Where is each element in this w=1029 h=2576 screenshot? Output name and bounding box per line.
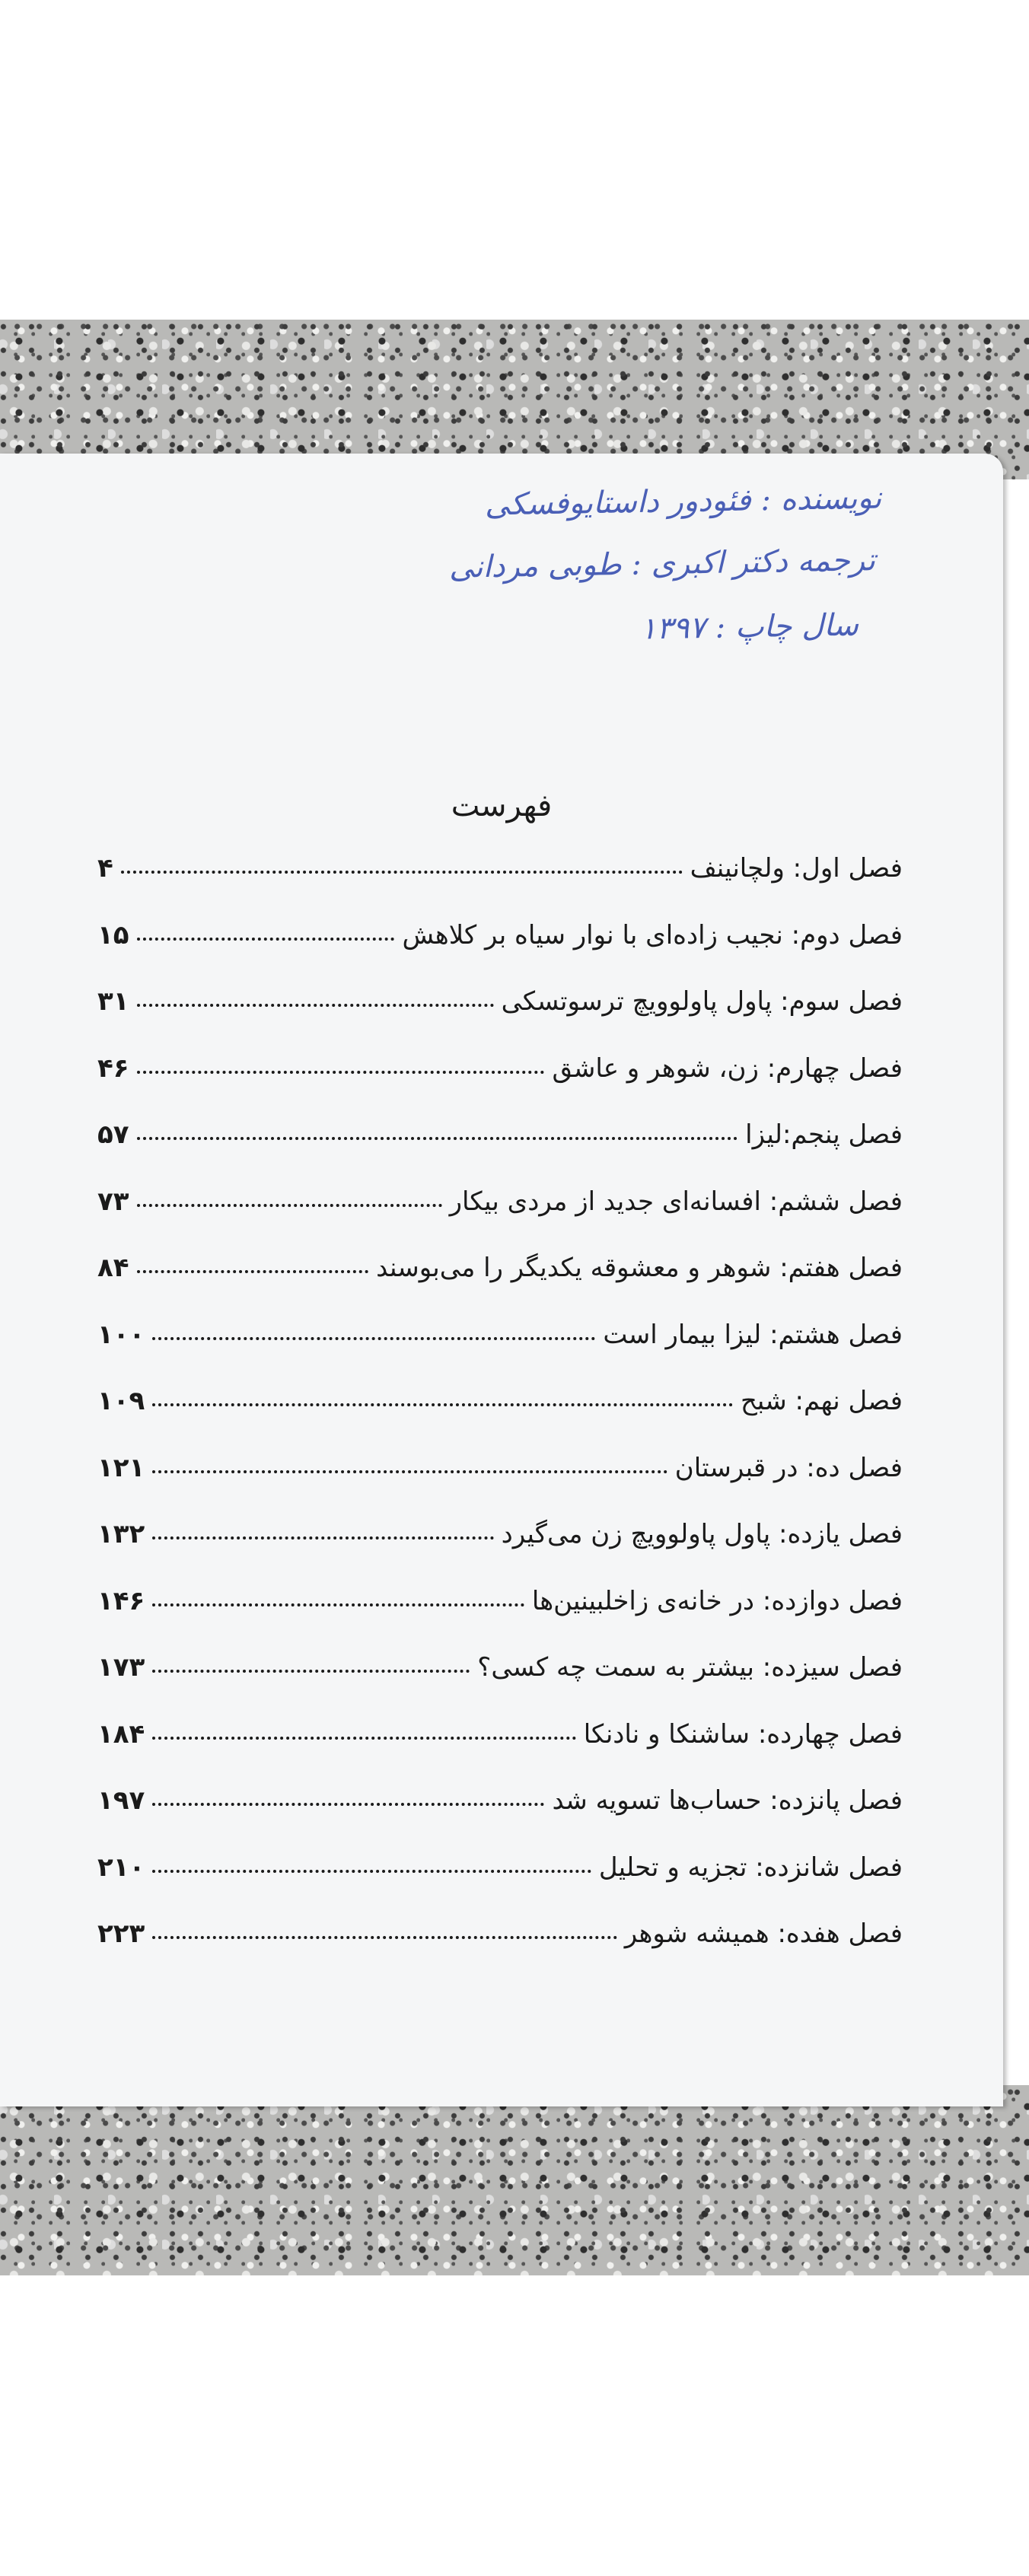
toc-entry-page: ۱۲۱ xyxy=(97,1452,145,1483)
toc-entry-title: فصل پنجم:لیزا xyxy=(745,1119,903,1150)
toc-entry-page: ۲۲۳ xyxy=(97,1918,145,1949)
toc-entry-page: ۸۴ xyxy=(97,1253,129,1283)
dot-leader xyxy=(152,1403,733,1406)
book-page xyxy=(0,454,1003,2106)
toc-entry-title: فصل چهارم: زن، شوهر و عاشق xyxy=(552,1052,903,1084)
table-of-contents xyxy=(97,853,903,1985)
toc-entry xyxy=(97,1119,903,1186)
dot-leader xyxy=(152,1536,493,1540)
toc-entry xyxy=(97,1186,903,1253)
toc-entry xyxy=(97,1053,903,1120)
dot-leader xyxy=(152,1737,575,1740)
dot-leader xyxy=(152,1470,667,1473)
dot-leader xyxy=(137,1204,442,1207)
handwritten-author-note: نویسنده : فئودور داستایوفسکی xyxy=(484,480,882,523)
handwritten-translator-note: ترجمه دکتر اکبری : طوبی مردانی xyxy=(448,543,876,585)
toc-entry xyxy=(97,1852,903,1919)
toc-entry-title: فصل هفتم: شوهر و معشوقه یکدیگر را می‌بوسند xyxy=(376,1253,903,1283)
toc-entry-title: فصل سیزده: بیشتر به سمت چه کسی؟ xyxy=(477,1652,903,1683)
toc-entry-title: فصل هفده: همیشه شوهر xyxy=(624,1918,903,1949)
dot-leader xyxy=(137,938,395,941)
toc-entry xyxy=(97,1586,903,1653)
dot-leader xyxy=(152,1603,524,1606)
handwritten-year-note: سال چاپ : ۱۳۹۷ xyxy=(639,607,859,647)
toc-entry-title: فصل شانزده: تجزیه و تحلیل xyxy=(598,1852,903,1883)
toc-entry-title: فصل یازده: پاول پاولوویچ زن می‌گیرد xyxy=(501,1519,903,1549)
toc-entry xyxy=(97,986,903,1053)
toc-entry-page: ۳۱ xyxy=(97,986,129,1017)
toc-entry xyxy=(97,1519,903,1586)
toc-entry-page: ۴ xyxy=(97,853,113,884)
toc-entry-page: ۴۶ xyxy=(97,1052,129,1084)
toc-entry-title: فصل هشتم: لیزا بیمار است xyxy=(603,1319,903,1350)
dot-leader xyxy=(137,1004,494,1007)
toc-entry-page: ۱۷۳ xyxy=(97,1652,145,1683)
toc-entry-title: فصل نهم: شبح xyxy=(740,1386,903,1416)
dot-leader xyxy=(137,1137,738,1140)
toc-entry xyxy=(97,1719,903,1786)
toc-entry-page: ۱۹۷ xyxy=(97,1785,145,1816)
toc-entry-page: ۱۳۲ xyxy=(97,1519,145,1549)
toc-entry-title: فصل دوازده: در خانه‌ی زاخلبینین‌ها xyxy=(531,1585,903,1616)
toc-entry-title: فصل پانزده: حساب‌ها تسویه شد xyxy=(552,1785,903,1816)
toc-entry xyxy=(97,853,903,920)
granite-background-bottom xyxy=(0,2085,1029,2275)
toc-entry xyxy=(97,1652,903,1719)
toc-entry-page: ۷۳ xyxy=(97,1186,129,1217)
toc-entry-title: فصل ششم: افسانه‌ای جدید از مردی بیکار xyxy=(449,1186,903,1217)
toc-entry xyxy=(97,1918,903,1985)
toc-entry xyxy=(97,1453,903,1520)
dot-leader xyxy=(152,1670,470,1673)
dot-leader xyxy=(137,1270,369,1273)
toc-entry-title: فصل اول: ولچانینف xyxy=(690,853,903,884)
dot-leader xyxy=(152,1337,595,1340)
toc-entry-page: ۱۴۶ xyxy=(97,1585,145,1616)
toc-entry xyxy=(97,1320,903,1387)
dot-leader xyxy=(121,871,683,874)
toc-entry-page: ۱۰۰ xyxy=(97,1319,145,1350)
toc-entry-page: ۵۷ xyxy=(97,1119,129,1150)
toc-entry xyxy=(97,1386,903,1453)
toc-entry-page: ۲۱۰ xyxy=(97,1852,145,1883)
dot-leader xyxy=(152,1803,544,1806)
toc-heading: فهرست xyxy=(451,788,553,823)
toc-entry-page: ۱۵ xyxy=(97,919,129,950)
toc-entry-title: فصل سوم: پاول پاولوویچ ترسوتسکی xyxy=(501,986,903,1017)
dot-leader xyxy=(152,1870,591,1873)
toc-entry-title: فصل ده: در قبرستان xyxy=(674,1452,903,1483)
dot-leader xyxy=(137,1071,545,1074)
toc-entry-title: فصل دوم: نجیب زاده‌ای با نوار سیاه بر کلاهش xyxy=(402,919,903,950)
toc-entry xyxy=(97,1253,903,1320)
toc-entry xyxy=(97,1785,903,1852)
toc-entry-page: ۱۸۴ xyxy=(97,1718,145,1750)
toc-entry-title: فصل چهارده: ساشنکا و نادنکا xyxy=(583,1718,903,1750)
toc-entry xyxy=(97,920,903,987)
dot-leader xyxy=(152,1936,616,1939)
toc-entry-page: ۱۰۹ xyxy=(97,1386,145,1416)
